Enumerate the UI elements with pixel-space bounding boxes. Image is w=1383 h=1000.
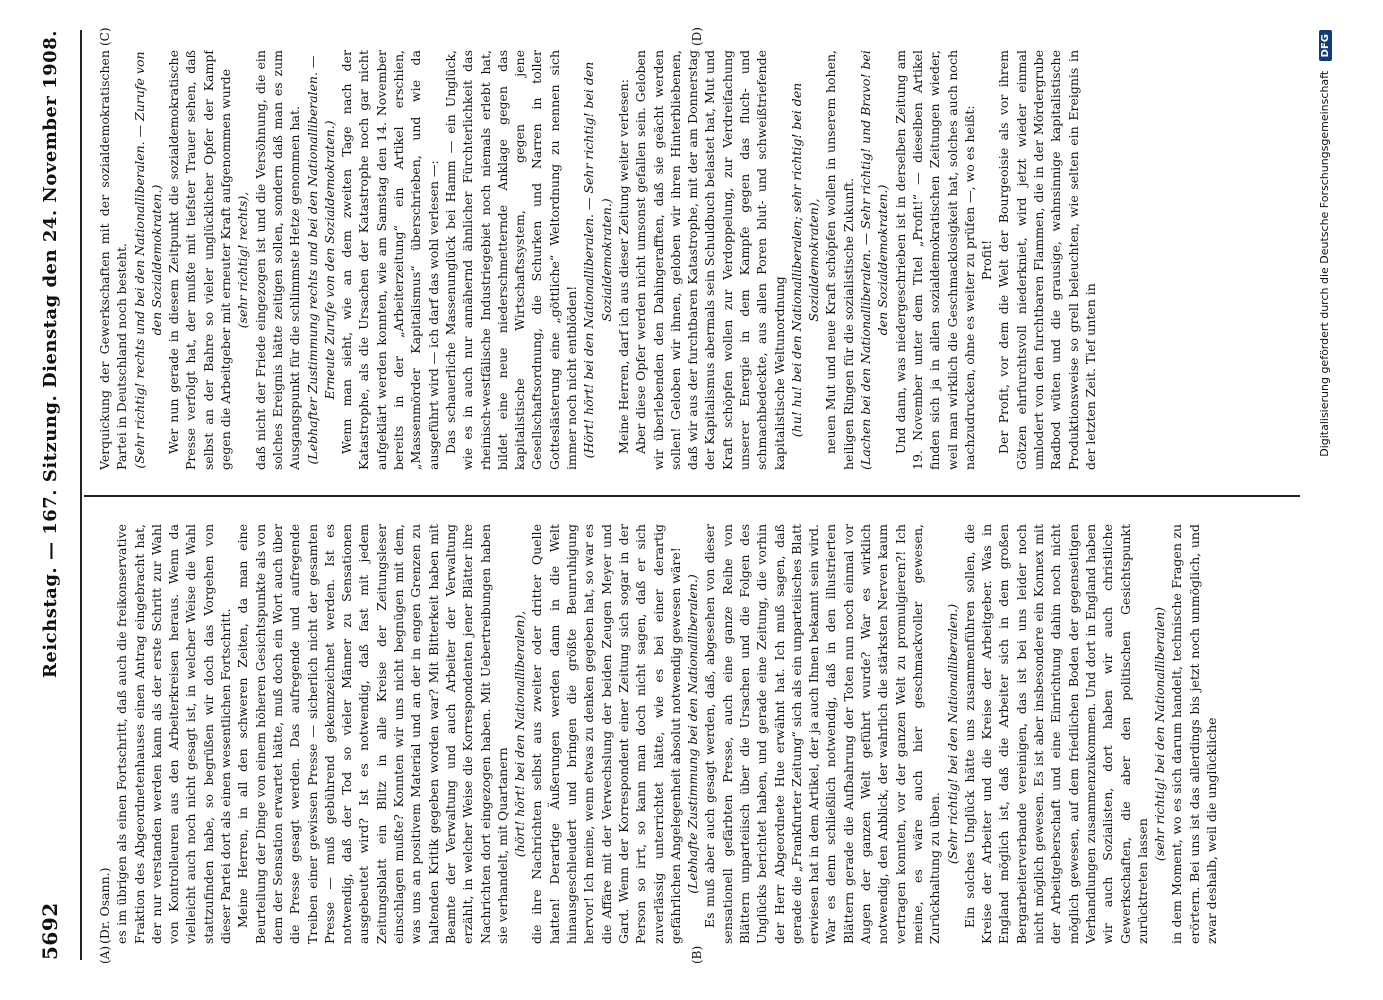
left-column-paragraph: in dem Moment, wo es sich darum handelt, technische Fragen zu erörtern. Bei uns ist das allerdings bis jetzt noch unmöglich, und zwar deshalb, weil die unglückliche [1169, 524, 1219, 944]
right-column-paragraph: Verquickung der Gewerkschaften mit der sozialdemokratischen Partei in Deutschland noch besteht. [97, 50, 130, 470]
right-column-paragraph: Und dann, was niedergeschrieben ist in derselben Zeitung am 19. November unter dem Titel „Profit!“ — dieselben Artikel finden sich ja in allen sozialdemokratischen Zeitungen wieder, weil man wirklich die Geschmacklosigkeit hat, solches auch noch nachzudrucken, ohne es weiter zu prüfen —, wo es heißt: [892, 50, 977, 470]
right-column-paragraph: Das schauerliche Massenunglück bei Hamm — ein Unglück, wie es in auch nur annähernd ähnlicher Fürchterlichkeit das rheinisch-westfälische Industriegebiet noch niemals erlebt hat, bildet eine neue niederschmetternde Anklage gegen das kapitalistische Wirtschaftssystem, gegen jene Gesellschaftsordnung, die Schurken und Narren in toller Gotteslästerung eine „göttliche“ Weltordnung zu nennen sich immer noch nicht entblöden! [442, 50, 580, 470]
left-column-paragraph: Es muß aber auch gesagt werden, daß, abgesehen von dieser sensationell gefärbten Presse, auch eine ganze Reihe von Blättern unparteiisch über die Ursachen und die Folgen des Unglücks berichtet haben, und gerade eine Zeitung, die vorhin der Herr Abgeordnete Hue erwähnt hat. Ich muß sagen, daß gerade die „Frankfurter Zeitung“ sich als ein unparteiisches Blatt erwiesen hat in dem Artikel, der ja auch Ihnen bekannt sein wird. War es denn schließlich notwendig, daß in den illustrierten Blättern gerade die Aufbahrung der Toten nun noch einmal vor Augen der ganzen Welt geführt wurde? War es wirklich notwendig, den Anblick, der wahrlich die stärksten Nerven kaum vertragen konnten, vor der ganzen Welt zu promulgieren?! Ich meine, es wäre auch hier geschmackvoller gewesen, Zurückhaltung zu üben. [702, 524, 943, 944]
margin-marker-c: (C) [98, 27, 112, 46]
left-column-paragraph: es im übrigen als einen Fortschritt, daß auch die freikonservative Fraktion des Abgeordnetenhauses einen Antrag eingebracht hat, der nur verstanden werden kann als der erste Schritt zur Wahl von Kontrolleuren aus den Arbeiterkreisen heraus. Wenn da vielleicht auch noch nicht gesagt ist, in welcher Weise die Wahl stattzufinden habe, so begrüßen wir doch das Vorgehen von dieser Partei dort als einen wesentlichen Fortschritt. [114, 524, 234, 944]
right-column-paragraph: Aber diese Opfer werden nicht umsonst gefallen sein. Geloben wir überlebenden den Dahingerafften, daß sie geächt werden sollen! Geloben wir ihnen, geloben wir ihren Hinterbliebenen, daß wir aus der furchtbaren Katastrophe, mit der am Donnerstag der Kapitalismus abermals sein Schuldbuch belastet hat, Mut und Kraft schöpfen wollen zur Verdoppelung, zur Verdreifachung unserer Energie in dem Kampfe gegen das fluch- und schmachbedeckte, aus allen Poren blut- und schweißtriefende kapitalistische Weltunordnung [633, 50, 787, 470]
right-column-paragraph: Der Profit, vor dem die Welt der Bourgeoisie als vor ihrem Götzen ehrfurchtsvoll niederkniet, wird jetzt wieder einmal umlodert von den furchtbaren Flammen, die in der Mördergrube Radbod wüten und die grausige, wahnsinnige kapitalistische Produktionsweise so grell beleuchten, wie selten ein Ereignis in der letzten Zeit. Tief unten in [996, 50, 1098, 470]
left-column-paragraph: (Sehr richtig! bei den Nationalliberalen.) [944, 603, 960, 865]
column-divider [84, 495, 1300, 497]
right-column-paragraph: Wer nun gerade in diesem Zeitpunkt die sozialdemokratische Presse verfolgt hat, der mußte mit tiefster Trauer sehen, daß selbst an der Bahre so vieler unglücklicher Opfer der Kampf gegen die Arbeitgeber mit erneuter Kraft aufgenommen wurde [166, 50, 234, 470]
page-header [30, 30, 70, 960]
session-title: Reichstag. — 167. Sitzung. Dienstag den 24. November 1908. [39, 30, 61, 679]
right-column-paragraph: daß nicht der Friede eingezogen ist und die Versöhnung, die ein solches Ereignis hätte zeitigen sollen, sondern daß man es zum Ausgangspunkt für die schlimmste Hetze genommen hat. [252, 50, 303, 470]
margin-marker-d: (D) [690, 27, 704, 46]
right-column-paragraph: (Lebhafter Zustimmung rechts und bei den Nationalliberalen. — Erneute Zurufe von den Sozialdemokraten.) [304, 55, 337, 465]
right-column-paragraph: Profit! [979, 239, 995, 281]
margin-marker-b: (B) [690, 945, 704, 964]
page-footer [1318, 30, 1332, 960]
right-column-paragraph: Meine Herren, darf ich aus dieser Zeitung weiter verlesen: [615, 79, 631, 454]
right-column-paragraph: (Sehr richtig! rechts und bei den Nationalliberalen. — Zurufe von den Sozialdemokraten.) [131, 51, 164, 469]
right-column-paragraph: Wenn man sieht, wie an dem zweiten Tage nach der Katastrophe, als die Ursachen der Katastrophe noch gar nicht aufgeklärt werden konnten, wie am Samstag den 14. November bereits in der „Arbeiterzeitung“ ein Artikel erschien, „Massenmörder Kapitalismus“ überschrieben, und wie da ausgeführt wird — ich darf das wohl verlesen —: [339, 50, 441, 470]
right-column-paragraph: (Hört! hört! bei den Nationalliberalen. — Sehr richtig! bei den Sozialdemokraten.) [581, 61, 614, 459]
left-column-paragraph: Ein solches Unglück hätte uns zusammenführen sollen, die Kreise der Arbeiter und die Kreise der Arbeitgeber. Was in England möglich ist, daß die Arbeiter sich in dem großen Bergarbeiterverbande vereinigen, das ist bei uns leider noch nicht möglich gewesen. Es ist aber insbesondere ein Konnex mit der Arbeitgeberschaft und eine Einrichtung dahin noch nicht möglich gewesen, auf dem friedlichen Boden der gegenseitigen Verhandlungen zusammenzukommen. Und dort in England haben wir auch Sozialisten, dort haben wir auch christliche Gewerkschaften, die aber den politischen Gesichtspunkt zurücktreten lassen [961, 524, 1150, 944]
right-column-paragraph: (Lachen bei den Nationalliberalen. — Sehr richtig! und Bravo! bei den Sozialdemokraten.) [858, 50, 891, 470]
page-number: 5692 [38, 902, 62, 960]
left-column-paragraph: (Lebhafte Zustimmung bei den Nationalliberalen.) [685, 574, 701, 894]
right-column-paragraph: (sehr richtig! rechts), [235, 191, 251, 329]
right-text-column [96, 50, 1296, 470]
digitization-credit: Digitalisierung gefördert durch die Deutsche Forschungsgemeinschaft [1318, 70, 1331, 457]
left-column-paragraph: (sehr richtig! bei den Nationalliberalen) [1152, 606, 1168, 862]
margin-marker-a: (A) [98, 945, 112, 964]
right-column-paragraph: neuen Mut und neue Kraft schöpfen wollen in unserem hohen, heiligen Ringen für die sozialistische Zukunft. [823, 50, 856, 470]
left-column-paragraph: die ihre Nachrichten selbst aus zweiter oder dritter Quelle hatten! Derartige Äußerungen werden dann in die Welt hinausgeschleudert und bringen die größte Beunruhigung hervor! Ich meine, wenn etwas zu denken gegeben hat, so war es die Affäre mit der Verwechslung der beiden Zeugen Meyer und Gard. Wenn der Korrespondent einer Zeitung sich sogar in der Person so irrt, so kann man doch nicht sagen, daß er sich zuverlässig unterrichtet hätte, wie es bei einer derartig gefährlichen Angelegenheit absolut notwendig gewesen wäre! [529, 524, 683, 944]
left-text-column [96, 524, 1296, 944]
dfg-logo: DFG [1319, 30, 1332, 61]
left-column-paragraph: (Dr. Osann.) [97, 867, 112, 944]
left-column-paragraph: (hört! hört! bei den Nationalliberalen), [512, 610, 528, 858]
left-column-paragraph: Meine Herren, in all den schweren Zeiten, da man eine Beurteilung der Dinge von einem höheren Gesichtspunkte als von dem der Sensation erwartet hätte, muß doch ein Wort auch über die Presse gesagt werden. Das aufregende und aufregende Treiben einer gewissen Presse — sicherlich nicht der gesamten Presse — muß gebührend gekennzeichnet werden. Ist es notwendig, daß der Tod so vieler Männer zu Sensationen ausgebeutet wird? Ist es notwendig, daß fast mit jedem Zeitungsblatt ein Blitz in alle Kreise der Zeitungsleser einschlagen mußte? Konnten wir uns nicht begnügen mit dem, was uns an positivem Material und an der in engen Grenzen zu haltenden Kritik gegeben worden war? Mit Bitterkeit haben mit Beamte der Verwaltung und auch Arbeiter der Verwaltung erzählt, in welcher Weise die Korrespondenten jener Blätter ihre Nachrichten dort eingezogen haben. Mit Uebertreibungen haben sie verhandelt, mit Quartanern [235, 524, 510, 944]
right-column-paragraph: (hu! hu! bei den Nationalliberalen; sehr richtig! bei den Sozialdemokraten), [788, 82, 822, 438]
header-rule [80, 30, 82, 960]
